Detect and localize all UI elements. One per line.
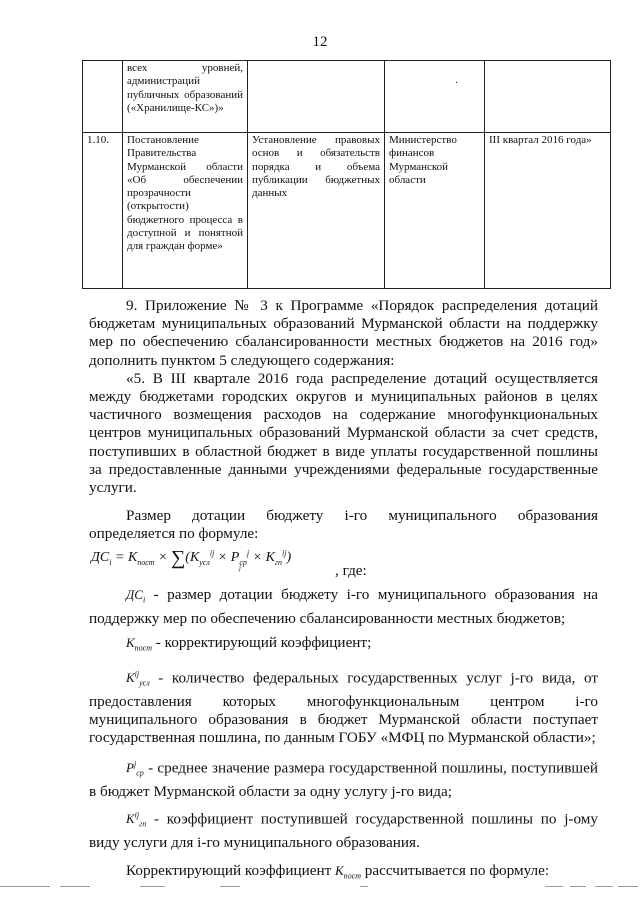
table-cell: [385, 61, 485, 133]
definition-kgp: $К^{ij}_{гп}$ - коэффициент поступившей государственной пошлины по j-ому виду услуги для i-го муниципального образования.: [89, 810, 598, 851]
table-cell: [83, 61, 123, 133]
definition-dc: $ДС_i$ - размер дотации бюджету i-го муниципального образования на поддержку мер по обеспечению сбалансированности местных бюджетов;: [89, 586, 599, 627]
table-cell-document-continued: всех уровней, администраций публичных образований («Хранилище-КС»)»: [123, 61, 248, 133]
symbol-psr: $P^j_{ср}$: [126, 759, 144, 778]
definitions: [89, 586, 598, 886]
paragraph-9: 9. Приложение № 3 к Программе «Порядок распределения дотаций бюджетам муниципальных образований Мурманской области на поддержку мер по обеспечению сбалансированности местных бюджетов на 2016 год» дополнить пунктом 5 следующего содержания:: [89, 297, 598, 369]
formula-where: , где:: [335, 562, 367, 579]
definition-psr: $P^j_{ср}$ - среднее значение размера государственной пошлины, поступившей в бюджет Мурманской области за одну услугу j-го вида;: [89, 758, 598, 800]
definition-kpost: $К_{пост}$ - корректирующий коэффициент;: [126, 634, 372, 653]
scan-edge-lines: [0, 886, 640, 896]
symbol-kpost: $К_{пост}$: [126, 635, 152, 653]
page-number: 12: [312, 34, 328, 50]
symbol-kusl: $К^{ij}_{усл}$: [126, 669, 150, 688]
paragraph-5: «5. В III квартале 2016 года распределение дотаций осуществляется между бюджетами городских округов и муниципальных районов в целях частичного возмещения расходов на содержание многофункциональных центров муниципальных образований Мурманской области за счет средств, поступивших в областной бюджет в виде уплаты государственной пошлины за предоставленные данными учреждениями федеральные государственные услуги.: [89, 369, 598, 497]
table-row: [83, 133, 611, 289]
table-cell: [248, 61, 385, 133]
sum-index: j: [239, 564, 241, 572]
symbol-kgp: $К^{ij}_{гп}$: [126, 810, 147, 829]
paragraph-correction: Корректирующий коэффициент $К_{пост}$ рассчитывается по формуле:: [126, 862, 550, 881]
table-cell: [485, 61, 611, 133]
main-text: [89, 297, 598, 544]
row-deadline: III квартал 2016 года»: [485, 133, 611, 289]
definition-kusl: $К^{ij}_{усл}$ - количество федеральных государственных услуг j-го вида, от предоставления которых многофункциональным центром i-го муниципального образования в бюджет Мурманской области поступает государственная пошлина, по данным ГОБУ «МФЦ по Мурманской области»;: [89, 669, 598, 747]
dotation-formula: [89, 542, 598, 582]
symbol-dc: $ДС_i$: [126, 587, 146, 605]
sum-sign: ∑: [171, 547, 186, 569]
paragraph-size: Размер дотации бюджету i-го муниципального образования определяется по формуле:: [89, 507, 598, 543]
row-document: Постановление Правительства Мурманской области «Об обеспечении прозрачности (открытости) бюджетного процесса в доступной и понятной для граждан форме»: [123, 133, 248, 289]
table-row: [83, 61, 611, 133]
symbol-kpost-inline: $К_{пост}$: [335, 863, 361, 881]
table-cell-mark: .: [455, 74, 458, 86]
row-executor: Министерство финансов Мурманской области: [385, 133, 485, 289]
row-number: 1.10.: [83, 133, 123, 289]
formula-expression: $ДС_i = К_{пост} \times \sum(К_{усл}^{ij} \times P_{ср}^j \times К_{гп}^{ij})$: [91, 547, 292, 569]
row-content: Установление правовых основ и обязательств порядка и объема публикации бюджетных данных: [248, 133, 385, 289]
measures-table: [82, 60, 611, 289]
